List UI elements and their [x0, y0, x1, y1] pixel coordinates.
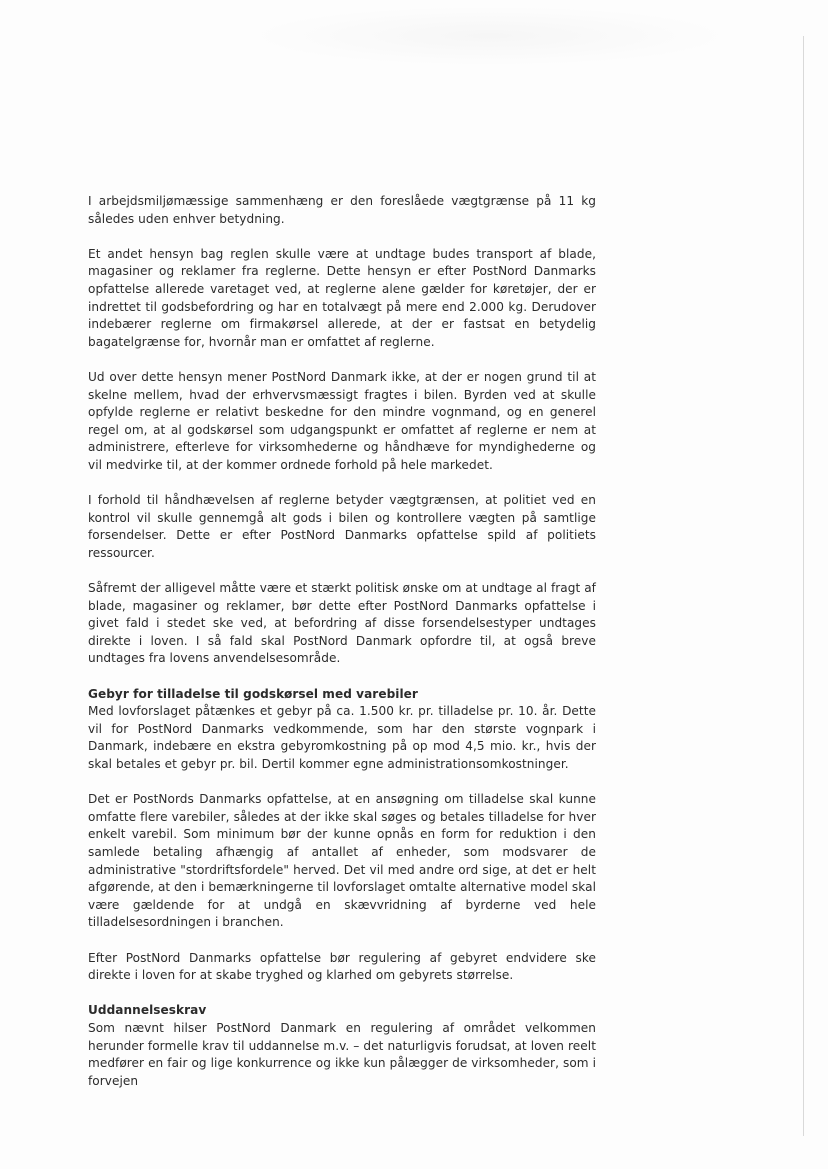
section-heading: Uddannelseskrav: [88, 1003, 207, 1018]
paragraph: Det er PostNords Danmarks opfattelse, at en ansøgning om tilladelse skal kunne omfatte flere varebiler, således at der ikke skal søges og betales tilladelse for hver enkelt varebil. Som minimum bør der kunne opnås en form for reduktion i den samlede betaling afhængig af antallet af enheder, som modsvarer de administrative "stordriftsfordele" herved. Det vil med andre ord sige, at det er helt afgørende, at den i bemærkningerne til lovforslaget omtalte alternative model skal være gældende for at undgå en skævvridning af byrderne ved hele tilladelsesordningen i branchen.: [88, 792, 596, 930]
section-heading: Gebyr for tilladelse til godskørsel med varebiler: [88, 686, 418, 701]
document-body: [88, 193, 596, 1108]
section-gebyr: [88, 686, 596, 985]
paragraph: I arbejdsmiljømæssige sammenhæng er den foreslåede vægtgrænse på 11 kg således uden enhver betydning.: [88, 194, 596, 226]
paragraph: Såfremt der alligevel måtte være et stærkt politisk ønske om at undtage al fragt af blade, magasiner og reklamer, bør dette efter PostNord Danmarks opfattelse i givet fald i stedet ske ved, at befordring af disse forsendelsestyper undtages direkte i loven. I så fald skal PostNord Danmark opfordre til, at også breve undtages fra lovens anvendelsesområde.: [88, 581, 596, 666]
paragraph: Et andet hensyn bag reglen skulle være at undtage budes transport af blade, magasiner og reklamer fra reglerne. Dette hensyn er efter PostNord Danmarks opfattelse allerede varetaget ved, at reglerne alene gælder for køretøjer, der er indrettet til godsbefordring og har en totalvægt på mere end 2.000 kg. Derudover indebærer reglerne om firmakørsel allerede, at der er fastsat en betydelig bagatelgrænse for, hvornår man er omfattet af reglerne.: [88, 246, 596, 349]
paragraph: Ud over dette hensyn mener PostNord Danmark ikke, at der er nogen grund til at skelne mellem, hvad der erhvervsmæssigt fragtes i bilen. Byrden ved at skulle opfylde reglerne er relativt beskedne for den mindre vognmand, og en generel regel om, at al godskørsel som udgangspunkt er omfattet af reglerne er nem at administrere, efterleve for virksomhederne og håndhæve for myndighederne og vil medvirke til, at der kommer ordnede forhold på hele markedet.: [88, 369, 596, 472]
paragraph: Med lovforslaget påtænkes et gebyr på ca. 1.500 kr. pr. tilladelse pr. 10. år. Dette vil for PostNord Danmarks vedkommende, som har den største vognpark i Danmark, indebære en ekstra gebyromkostning på op mod 4,5 mio. kr., hvis der skal betales et gebyr pr. bil. Dertil kommer egne administrationsomkostninger.: [88, 704, 596, 771]
scan-smudge: [250, 6, 730, 66]
scan-edge-line: [803, 36, 804, 1136]
paragraph: Som nævnt hilser PostNord Danmark en regulering af området velkommen herunder formelle krav til uddannelse m.v. – det naturligvis forudsat, at loven reelt medfører en fair og lige konkurrence og ikke kun pålægger de virksomheder, som i forvejen: [88, 1020, 596, 1088]
section-uddannelse: [88, 1002, 596, 1090]
paragraph: Efter PostNord Danmarks opfattelse bør regulering af gebyret endvidere ske direkte i loven for at skabe tryghed og klarhed om gebyrets størrelse.: [88, 950, 596, 983]
paragraph: I forhold til håndhævelsen af reglerne betyder vægtgrænsen, at politiet ved en kontrol vil skulle gennemgå alt gods i bilen og kontrollere vægten på samtlige forsendelser. Dette er efter PostNord Danmarks opfattelse spild af politiets ressourcer.: [88, 493, 596, 560]
